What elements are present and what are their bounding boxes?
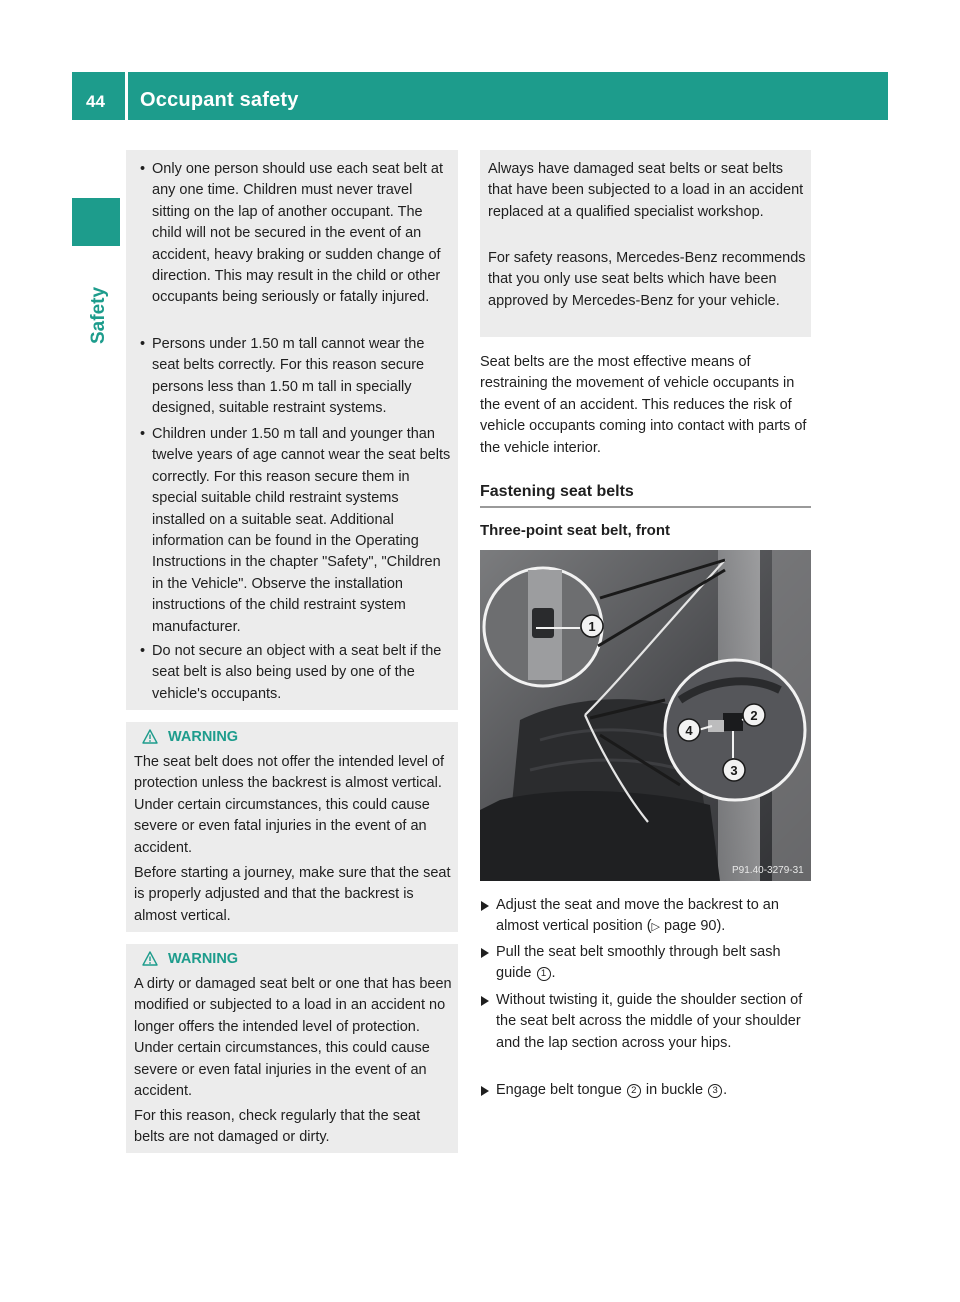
callout-ref: 1 [537, 967, 551, 981]
warning-triangle-icon [142, 951, 158, 966]
section-heading: Fastening seat belts [480, 483, 634, 500]
page-ref-icon: ▷ [651, 921, 660, 934]
header-separator [125, 72, 128, 120]
callout-label: 2 [750, 708, 758, 723]
step-text: Pull the seat belt smoothly through belt sash guide [496, 944, 781, 982]
step-text: . [551, 965, 556, 982]
section-divider [480, 506, 811, 508]
callout-label: 3 [730, 763, 738, 778]
list-item: • Do not secure an object with a seat belt if the seat belt is also being used by one of the vehicle's occupants. [134, 641, 454, 705]
list-item: • Only one person should use each seat belt at any one time. Children must never travel sitting on the lap of another occupant. The child will not be secured in the event of an accident, heavy braking or sudden change of direction. This may result in the child or other occupants being seriously or fatally injured. [134, 159, 454, 309]
step-text: Adjust the seat and move the backrest to an almost vertical position ( [496, 897, 779, 935]
instruction-step [480, 1080, 812, 1101]
step-text: in buckle [641, 1082, 708, 1098]
page-title: Occupant safety [140, 89, 299, 111]
seat-photo-graphic [480, 550, 811, 881]
page-number: 44 [86, 92, 105, 111]
list-item: • Children under 1.50 m tall and younger than twelve years of age cannot wear the seat belts correctly. For this reason secure them in special suitable child restraint systems installed on a suitable seat. Additional information can be found in the Operating Instructions in the chapter "Safety", "Children in the Vehicle". Observe the installation instructions of the child restraint system manufacturer. [134, 424, 454, 638]
callout-ref: 3 [708, 1084, 722, 1098]
warning-text: A dirty or damaged seat belt or one that has been modified or subjected to a load in an accident no longer offers the intended level of protection. Under certain circumstances, this could cause severe or even fatal injuries in the event of an accident. [134, 976, 452, 1100]
side-tab [82, 270, 114, 350]
seat-belt-illustration [480, 550, 811, 881]
warning-triangle-icon [142, 729, 158, 744]
callout-3 [723, 759, 745, 781]
note-text: Always have damaged seat belts or seat belts that have been subjected to a load in an accident replaced at a qualified specialist workshop. [488, 161, 804, 220]
warning-text: For this reason, check regularly that the seat belts are not damaged or dirty. [134, 1108, 421, 1146]
warning-label: WARNING [168, 951, 239, 967]
callout-2 [743, 704, 765, 726]
callout-ref: 2 [627, 1084, 641, 1098]
list-item: • Persons under 1.50 m tall cannot wear the seat belts correctly. For this reason secure persons less than 1.50 m tall in specially designed, suitable restraint systems. [134, 334, 454, 420]
instruction-step [480, 942, 812, 985]
subsection-heading: Three-point seat belt, front [480, 522, 671, 539]
step-text: Engage belt tongue [496, 1082, 626, 1098]
intro-paragraph: Seat belts are the most effective means of restraining the movement of vehicle occupants in the event of an accident. This reduces the risk of vehicle occupants coming into contact with parts of the vehicle interior. [480, 354, 807, 456]
warning-label: WARNING [168, 729, 239, 745]
note-text: For safety reasons, Mercedes-Benz recommends that you only use seat belts which have been approved by Mercedes-Benz for your vehicle. [488, 250, 806, 309]
callout-label: 1 [588, 619, 596, 634]
warning-text: The seat belt does not offer the intended level of protection unless the backrest is almost vertical. Under certain circumstances, this could cause severe or even fatal injuries in the event of an accident. [134, 754, 445, 856]
instruction-step: Without twisting it, guide the shoulder section of the seat belt across the middle of your shoulder and the lap section across your hips. [480, 990, 812, 1054]
callout-1 [581, 615, 603, 637]
callout-4 [678, 719, 700, 741]
step-text: page 90). [660, 918, 726, 935]
instruction-step [480, 895, 812, 939]
step-text: . [723, 1082, 728, 1098]
figure-code: P91.40-3279-31 [732, 865, 804, 876]
warning-text: Before starting a journey, make sure that the seat is properly adjusted and that the backrest is almost vertical. [134, 865, 451, 924]
section-marker [72, 198, 120, 246]
callout-label: 4 [685, 723, 693, 738]
side-tab-label: Safety [88, 286, 109, 344]
